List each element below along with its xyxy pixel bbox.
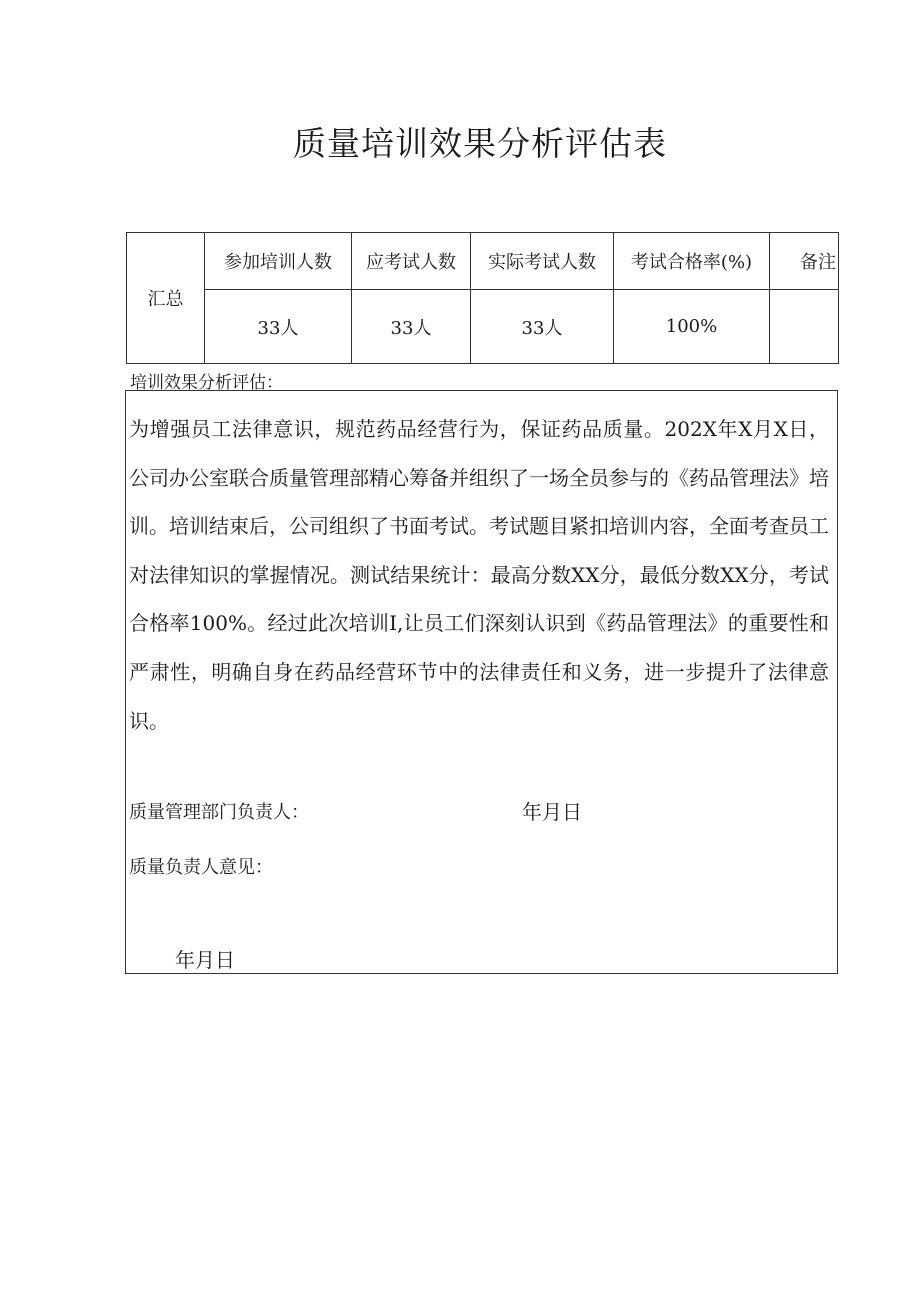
header-participants: 参加培训人数 bbox=[205, 233, 352, 290]
summary-table bbox=[126, 232, 839, 364]
header-pass-rate: 考试合格率(%) bbox=[614, 233, 770, 290]
value-pass-rate: 100% bbox=[614, 290, 770, 364]
summary-header-row bbox=[127, 233, 839, 290]
manager-signature-label: 质量管理部门负责人： bbox=[129, 802, 309, 823]
summary-row-label: 汇总 bbox=[127, 233, 205, 364]
value-participants: 33人 bbox=[205, 290, 352, 364]
value-expected-examinees: 33人 bbox=[352, 290, 471, 364]
summary-value-row bbox=[127, 290, 839, 364]
evaluation-label: 培训效果分析评估： bbox=[130, 373, 283, 393]
evaluation-body: 为增强员工法律意识，规范药品经营行为，保证药品质量。202X年X月X日，公司办公室联合质量管理部精心筹备并组织了一场全员参与的《药品管理法》培训。培训结束后，公司组织了书面考试。考试题目紧扣培训内容，全面考查员工对法律知识的掌握情况。测试结果统计：最高分数XX分，最低分数XX分，考试合格率100%。经过此次培训I,让员工们深刻认识到《药品管理法》的重要性和严肃性，明确自身在药品经营环节中的法律责任和义务，进一步提升了法律意识。 bbox=[129, 417, 829, 733]
evaluation-box bbox=[125, 390, 838, 974]
manager-date: 年月日 bbox=[522, 800, 582, 824]
header-expected-examinees: 应考试人数 bbox=[352, 233, 471, 290]
value-remarks bbox=[770, 290, 839, 364]
opinion-date: 年月日 bbox=[175, 948, 235, 972]
value-actual-examinees: 33人 bbox=[471, 290, 614, 364]
header-remarks: 备注 bbox=[770, 233, 839, 290]
header-actual-examinees: 实际考试人数 bbox=[471, 233, 614, 290]
quality-lead-opinion-label: 质量负责人意见： bbox=[129, 857, 273, 878]
document-title: 质量培训效果分析评估表 bbox=[293, 124, 667, 163]
